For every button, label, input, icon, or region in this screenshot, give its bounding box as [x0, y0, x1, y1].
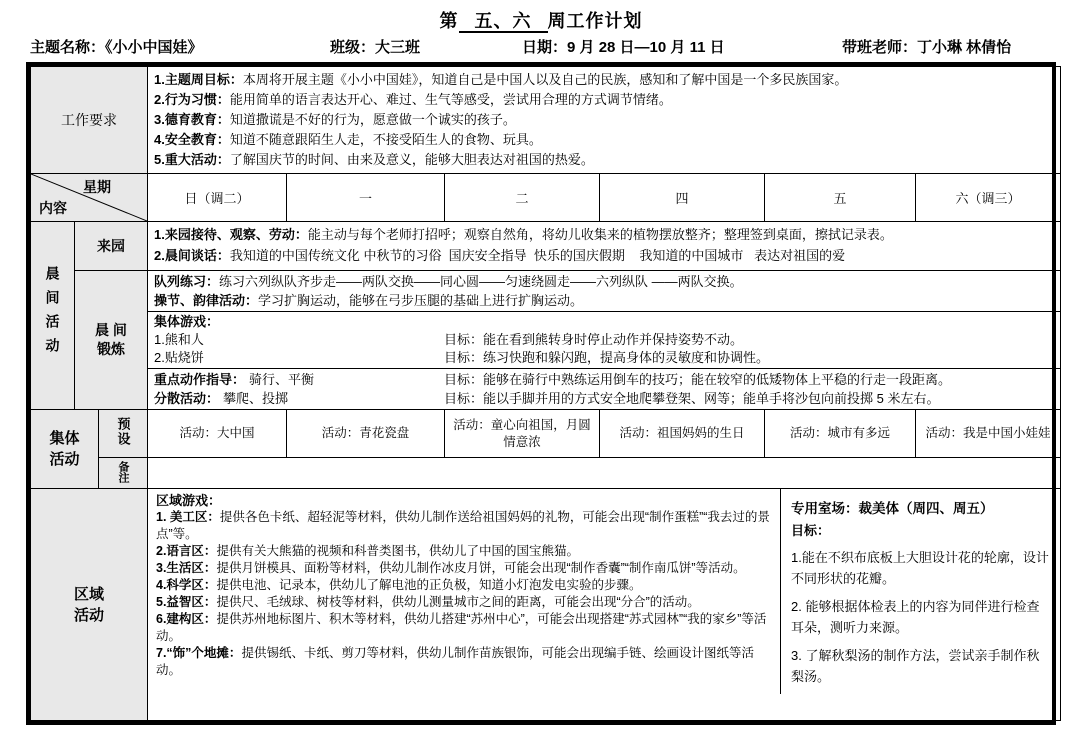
morning-activities-label: 晨间活动: [44, 266, 61, 362]
game-goal: 目标：能在看到熊转身时停止动作并保持姿势不动。: [444, 332, 744, 347]
morning-exercise-content: [148, 271, 1061, 410]
date-label: 日期：: [522, 39, 568, 56]
activity-cell: 活动：大中国: [148, 410, 287, 458]
activity-cell: 活动：我是中国小娃娃: [916, 410, 1061, 458]
corner-week-label: 星期: [83, 179, 111, 195]
day-cell-thursday: 四: [600, 174, 765, 222]
note-header: [99, 458, 148, 489]
collective-activities-group-header: 集体 活动: [31, 410, 99, 489]
work-req-item: 2.行为习惯：能用简单的语言表达开心、难过、生气等感受，尝试用合理的方式调节情绪。: [154, 92, 672, 107]
preset-label: 预设: [115, 417, 131, 447]
activity-cell: 活动：城市有多远: [765, 410, 916, 458]
work-requirements-label: 工作要求: [61, 112, 117, 128]
corner-content-label: 内容: [39, 200, 67, 216]
morning-activities-group-header: [31, 222, 75, 410]
weekly-plan-table: [26, 62, 1056, 725]
group-games-title: 集体游戏：: [154, 314, 220, 329]
day-cell-monday: 一: [287, 174, 445, 222]
preset-header: [99, 410, 148, 458]
arrival-header: [75, 222, 148, 271]
focus-goal: 目标：能够在骑行中熟练运用倒车的技巧；能在较窄的低矮物体上平稳的行走一段距离。: [444, 372, 952, 387]
area-item: 6.建构区：提供苏州地标图片、积木等材料，供幼儿搭建“苏州中心”，可能会出现搭建“苏式园林”“我的家乡”等活动。: [156, 612, 767, 643]
theme-name: [30, 36, 203, 57]
class-label: 班级：: [330, 39, 376, 56]
group-games-section: [148, 311, 1060, 368]
page-title: [0, 7, 1082, 33]
work-req-item: 1.主题周目标：本周将开展主题《小小中国娃》，知道自己是中国人以及自己的民族，感知和了解中国是一个多民族国家。: [154, 72, 848, 87]
special-room-goal-label: 目标：: [791, 523, 831, 538]
theme-label: 主题名称：: [30, 39, 106, 56]
arrival-label: 来园: [97, 237, 125, 254]
special-room-title: 专用室场：裁美体（周四、周五）: [791, 501, 994, 516]
title-suffix: 周工作计划: [547, 11, 643, 31]
theme-value: 《小小中国娃》: [105, 39, 203, 56]
drill-line: 队列练习：练习六列纵队齐步走——两队交换——同心圆——匀速绕圆走——六列纵队 ——两队交换。: [154, 274, 743, 289]
activity-cell: 活动：祖国妈妈的生日: [600, 410, 765, 458]
arrival-line: 1.来园接待、观察、劳动：能主动与每个老师打招呼；观察自然角，将幼儿收集来的植物摆放整齐；整理签到桌面，擦拭记录表。: [154, 227, 893, 242]
area-item: 5.益智区：提供尺、毛绒球、树枝等材料，供幼儿测量城市之间的距离，可能会出现“分合”的活动。: [156, 595, 700, 609]
arrival-line: 2.晨间谈话：我知道的中国传统文化 中秋节的习俗 国庆安全指导 快乐的国庆假期 我知道的中国城市 表达对祖国的爱: [154, 248, 846, 263]
drill-line: 操节、韵律活动：学习扩胸运动，能够在弓步压腿的基础上进行扩胸运动。: [154, 293, 584, 308]
note-label: 备注: [117, 460, 129, 483]
special-room-goal-item: 2. 能够根据体检表上的内容为同伴进行检查耳朵，测听力来源。: [791, 599, 1040, 635]
class-name: [330, 36, 420, 57]
drill-section: [148, 271, 1060, 311]
regional-games-title: 区域游戏：: [156, 493, 222, 508]
regional-games-column: [148, 489, 781, 694]
class-value: 大三班: [375, 39, 421, 56]
day-cell-tuesday: 二: [445, 174, 600, 222]
focus-row: 分散活动： 攀爬、投掷 目标：能以手脚并用的方式安全地爬攀登架、网等；能单手将沙包向前投掷 5 米左右。: [154, 391, 940, 406]
work-req-item: 4.安全教育：知道不随意跟陌生人走，不接受陌生人的食物、玩具。: [154, 132, 542, 147]
area-item: 7.“饰”个地摊：提供锡纸、卡纸、剪刀等材料，供幼儿制作苗族银饰，可能会出现编手链、绘画设计图纸等活动。: [156, 646, 754, 677]
game-name: 2.贴烧饼: [154, 350, 204, 365]
morning-exercise-header: 晨 间 锻炼: [75, 271, 148, 410]
teacher-value: 丁小琳 林倩怡: [917, 39, 1012, 56]
activity-cell: 活动：青花瓷盘: [287, 410, 445, 458]
special-room-goal-item: 3. 了解秋梨汤的制作方法，尝试亲手制作秋梨汤。: [791, 648, 1040, 684]
game-row: [154, 349, 1054, 367]
focus-row: 重点动作指导： 骑行、平衡 目标：能够在骑行中熟练运用倒车的技巧；能在较窄的低矮物体上平稳的行走一段距离。: [154, 372, 952, 387]
note-content-cell: [148, 458, 1061, 489]
document-meta-row: [0, 36, 1082, 60]
area-item: 4.科学区：提供电池、记录本，供幼儿了解电池的正负极，知道小灯泡发电实验的步骤。: [156, 578, 642, 592]
special-room-column: [781, 489, 1060, 694]
date-value: 9 月 28 日—10 月 11 日: [567, 39, 725, 56]
focus-goal: 目标：能以手脚并用的方式安全地爬攀登架、网等；能单手将沙包向前投掷 5 米左右。: [444, 391, 940, 406]
arrival-content: [148, 222, 1061, 271]
game-goal: 目标：练习快跑和躲闪跑，提高身体的灵敏度和协调性。: [444, 350, 770, 365]
area-item: 3.生活区：提供月饼模具、面粉等材料，供幼儿制作冰皮月饼，可能会出现“制作香囊”“制作南瓜饼”等活动。: [156, 561, 746, 575]
special-room-goal-item: 1.能在不织布底板上大胆设计花的轮廓，设计不同形状的花瓣。: [791, 550, 1049, 586]
teacher-label: 带班老师：: [842, 39, 918, 56]
area-item: 2.语言区：提供有关大熊猫的视频和科普类图书，供幼儿了中国的国宝熊猫。: [156, 544, 579, 558]
work-req-item: 5.重大活动：了解国庆节的时间、由来及意义，能够大胆表达对祖国的热爱。: [154, 152, 594, 167]
regional-activities-content: [148, 489, 1061, 721]
day-cell-sunday: 日（调二）: [148, 174, 287, 222]
regional-activities-group-header: 区域 活动: [31, 489, 148, 721]
work-requirements-content: [148, 67, 1061, 174]
work-requirements-header: [31, 67, 148, 174]
title-prefix: 第: [439, 11, 459, 31]
focus-guidance-section: [148, 368, 1060, 409]
game-row: [154, 331, 1054, 349]
week-content-corner-cell: [31, 174, 148, 222]
date-range: [522, 36, 725, 57]
activity-cell: 活动：童心向祖国，月圆情意浓: [445, 410, 600, 458]
title-underlined-week-numbers: 五、六: [459, 11, 548, 33]
work-req-item: 3.德育教育：知道撒谎是不好的行为，愿意做一个诚实的孩子。: [154, 112, 516, 127]
day-cell-saturday: 六（调三）: [916, 174, 1061, 222]
area-item: 1. 美工区：提供各色卡纸、超轻泥等材料，供幼儿制作送给祖国妈妈的礼物，可能会出现“制作蛋糕”“我去过的景点”等。: [156, 510, 770, 541]
teachers: [842, 36, 1011, 57]
game-name: 1.熊和人: [154, 332, 204, 347]
day-cell-friday: 五: [765, 174, 916, 222]
